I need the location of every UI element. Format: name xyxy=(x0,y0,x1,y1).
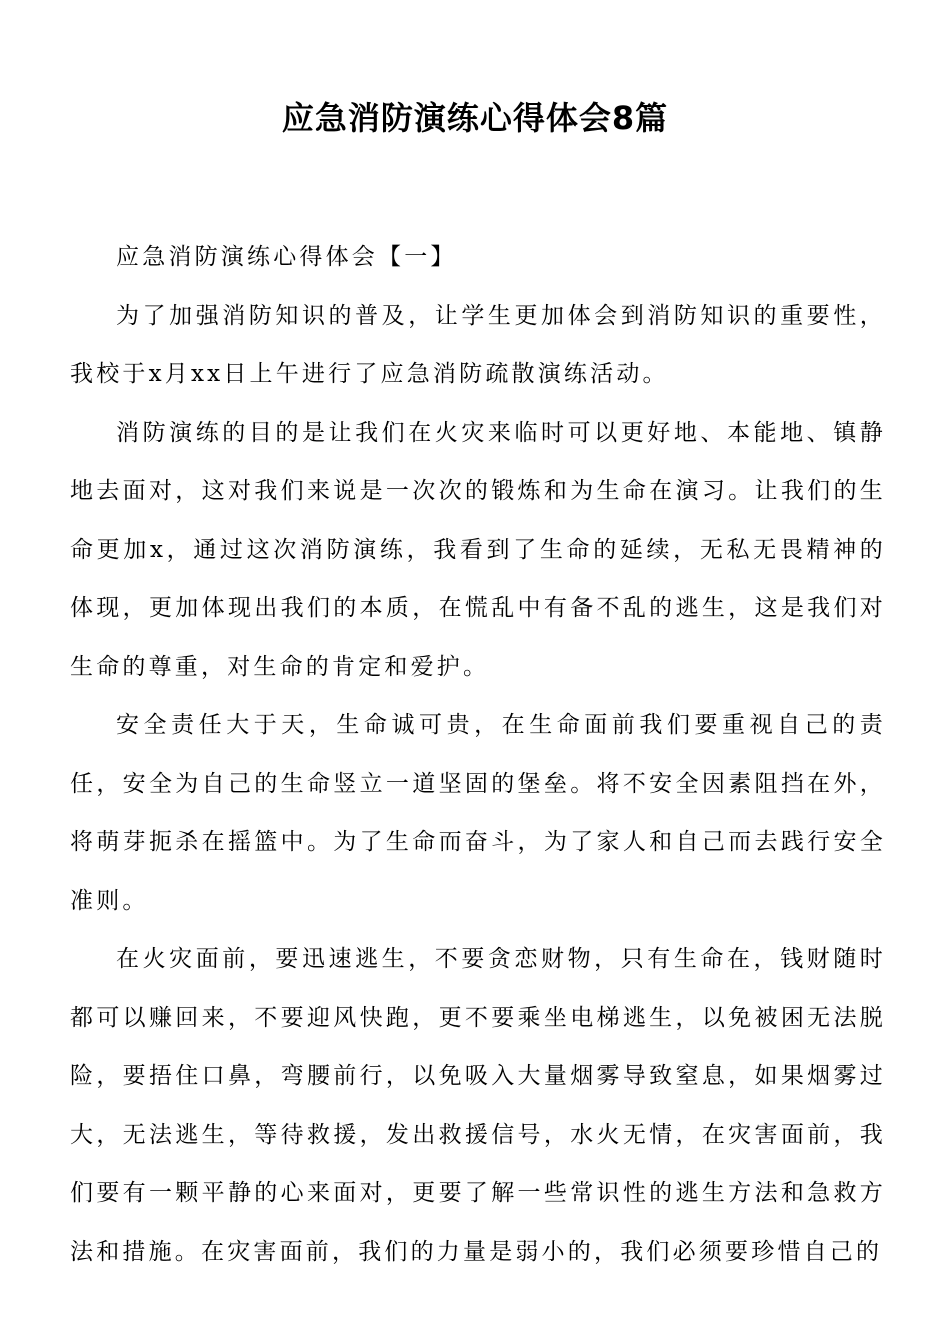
paragraph: 消防演练的目的是让我们在火灾来临时可以更好地、本能地、镇静地去面对，这对我们来说是一次次的锻炼和为生命在演习。让我们的生命更加x，通过这次消防演练，我看到了生命的延续，无私无畏精神的体现，更加体现出我们的本质，在慌乱中有备不乱的逃生，这是我们对生命的尊重，对生命的肯定和爱护。 xyxy=(70,419,886,680)
section-heading: 应急消防演练心得体会【一】 xyxy=(116,244,457,270)
document-title: 应急消防演练心得体会8篇 xyxy=(281,99,669,137)
paragraph: 在火灾面前，要迅速逃生，不要贪恋财物，只有生命在，钱财随时都可以赚回来，不要迎风快跑，更不要乘坐电梯逃生，以免被困无法脱险，要捂住口鼻，弯腰前行，以免吸入大量烟雾导致窒息，如果烟雾过大，无法逃生，等待救援，发出救援信号，水火无情，在灾害面前，我们要有一颗平静的心来面对，更要了解一些常识性的逃生方法和急救方法和措施。在灾害面前，我们的力量是弱小的，我们必须要珍惜自己的 xyxy=(70,946,886,1265)
paragraph: 为了加强消防知识的普及，让学生更加体会到消防知识的重要性，我校于x月xx日上午进行了应急消防疏散演练活动。 xyxy=(70,302,886,387)
document-body xyxy=(70,228,886,1281)
paragraph: 安全责任大于天，生命诚可贵，在生命面前我们要重视自己的责任，安全为自己的生命竖立一道坚固的堡垒。将不安全因素阻挡在外，将萌芽扼杀在摇篮中。为了生命而奋斗，为了家人和自己而去践行安全准则。 xyxy=(70,712,886,914)
